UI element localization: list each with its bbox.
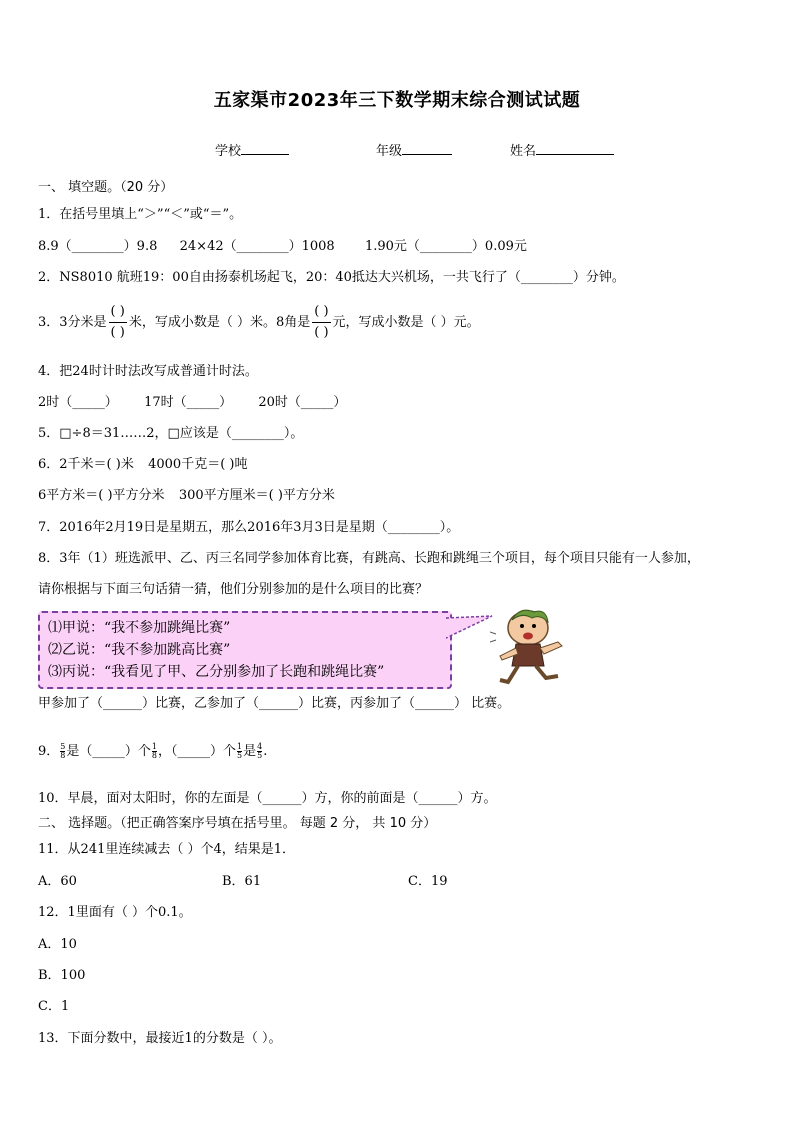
school-field bbox=[215, 140, 289, 159]
grade-blank[interactable] bbox=[402, 141, 452, 155]
q9-text: 是 bbox=[243, 744, 257, 759]
question-4-items bbox=[38, 393, 346, 413]
q1-item: 1.90元（________）0.09元 bbox=[364, 239, 527, 254]
grade-field bbox=[376, 140, 452, 159]
q6-text: 6平方米＝( )平方分米 bbox=[38, 488, 165, 503]
running-boy-illustration bbox=[490, 604, 570, 688]
page-title: 五家渠市2023年三下数学期末综合测试试题 bbox=[213, 90, 581, 111]
section-heading-fill: 一、 填空题。（20 分） bbox=[38, 180, 174, 195]
grade-label: 年级 bbox=[376, 144, 403, 159]
bubble-tail bbox=[446, 614, 496, 644]
name-field bbox=[510, 140, 614, 159]
q9-text: 是（_____）个 bbox=[66, 744, 151, 759]
q9-text: ，（_____）个 bbox=[157, 744, 236, 759]
question-5: 5．□÷8＝31……2，□应该是（________）。 bbox=[38, 426, 304, 441]
question-1-stem: 1．在括号里填上“＞”“＜”或“＝”。 bbox=[38, 207, 243, 222]
q1-item: 8.9（________）9.8 bbox=[38, 239, 158, 254]
q4-item: 2时（_____） bbox=[38, 395, 118, 410]
option[interactable]: A．60 bbox=[38, 874, 77, 889]
question-8-line1: 8．3年（1）班选派甲、乙、丙三名同学参加体育比赛，有跳高、长跑和跳绳三个项目，每个项目只能有一人参加， bbox=[38, 551, 700, 566]
question-7: 7．2016年2月19日是星期五，那么2016年3月3日是星期（________）。 bbox=[38, 520, 460, 535]
q6-text: 300平方厘米＝( )平方分米 bbox=[178, 488, 335, 503]
question-11-stem: 11．从241里连续减去（ ）个4，结果是1． bbox=[38, 842, 296, 857]
small-fraction: $\frac{1}{5}$ bbox=[237, 742, 243, 760]
q3-text: 米，写成小数是（ ）米。8角是 bbox=[128, 315, 311, 330]
question-6-line2 bbox=[38, 486, 335, 506]
q6-text: 4000千克＝( )吨 bbox=[148, 457, 248, 472]
school-blank[interactable] bbox=[241, 141, 289, 155]
question-9 bbox=[38, 742, 267, 762]
question-12-stem: 12．1里面有（ ）个0.1。 bbox=[38, 905, 192, 920]
q3-text: 3．3分米是 bbox=[38, 315, 107, 330]
fraction: $\frac{( )}{( )}$ bbox=[110, 304, 125, 340]
q3-text: 元，写成小数是（ ）元。 bbox=[332, 315, 480, 330]
question-10: 10．早晨，面对太阳时，你的左面是（______）方，你的前面是（______）方。 bbox=[38, 791, 497, 806]
bubble-line: ⑴甲说：“我不参加跳绳比赛” bbox=[48, 620, 231, 636]
option[interactable]: A．10 bbox=[38, 937, 77, 952]
question-13-stem: 13．下面分数中，最接近1的分数是（ ）。 bbox=[38, 1031, 282, 1046]
small-fraction: $\frac{1}{8}$ bbox=[151, 742, 157, 760]
question-2: 2．NS8010 航班19：00自由扬泰机场起飞，20：40抵达大兴机场，一共飞行了（________）分钟。 bbox=[38, 270, 625, 285]
q4-item: 20时（_____） bbox=[258, 395, 347, 410]
question-4-stem: 4．把24时计时法改写成普通计时法。 bbox=[38, 364, 258, 379]
q4-item: 17时（_____） bbox=[144, 395, 233, 410]
option[interactable]: C．1 bbox=[38, 999, 70, 1014]
option[interactable]: B．100 bbox=[38, 968, 86, 983]
option[interactable]: B．61 bbox=[222, 874, 262, 889]
name-blank[interactable] bbox=[536, 141, 614, 155]
question-3 bbox=[38, 301, 480, 345]
question-8-line2: 请你根据与下面三句话猜一猜，他们分别参加的是什么项目的比赛？ bbox=[38, 582, 429, 597]
fraction: $\frac{( )}{( )}$ bbox=[314, 304, 329, 340]
small-fraction: $\frac{5}{8}$ bbox=[60, 742, 66, 760]
school-label: 学校 bbox=[215, 144, 242, 159]
question-8-answer: 甲参加了（______）比赛，乙参加了（______）比赛，丙参加了（______） 比赛。 bbox=[38, 696, 511, 711]
bubble-line: ⑶丙说：“我看见了甲、乙分别参加了长跑和跳绳比赛” bbox=[48, 664, 385, 680]
bubble-line: ⑵乙说：“我不参加跳高比赛” bbox=[48, 642, 231, 658]
name-label: 姓名 bbox=[510, 144, 537, 159]
option[interactable]: C．19 bbox=[408, 874, 448, 889]
q9-text: 9． bbox=[38, 744, 60, 759]
q1-item: 24×42（________）1008 bbox=[179, 239, 335, 254]
q9-text: . bbox=[263, 744, 268, 759]
section-heading-choice: 二、 选择题。（把正确答案序号填在括号里。 每题 2 分， 共 10 分） bbox=[38, 816, 437, 831]
small-fraction: $\frac{4}{5}$ bbox=[257, 742, 263, 760]
speech-bubble bbox=[38, 611, 452, 689]
q6-text: 6．2千米＝( )米 bbox=[38, 457, 134, 472]
question-1-items bbox=[38, 237, 527, 257]
question-6-line1 bbox=[38, 455, 247, 475]
